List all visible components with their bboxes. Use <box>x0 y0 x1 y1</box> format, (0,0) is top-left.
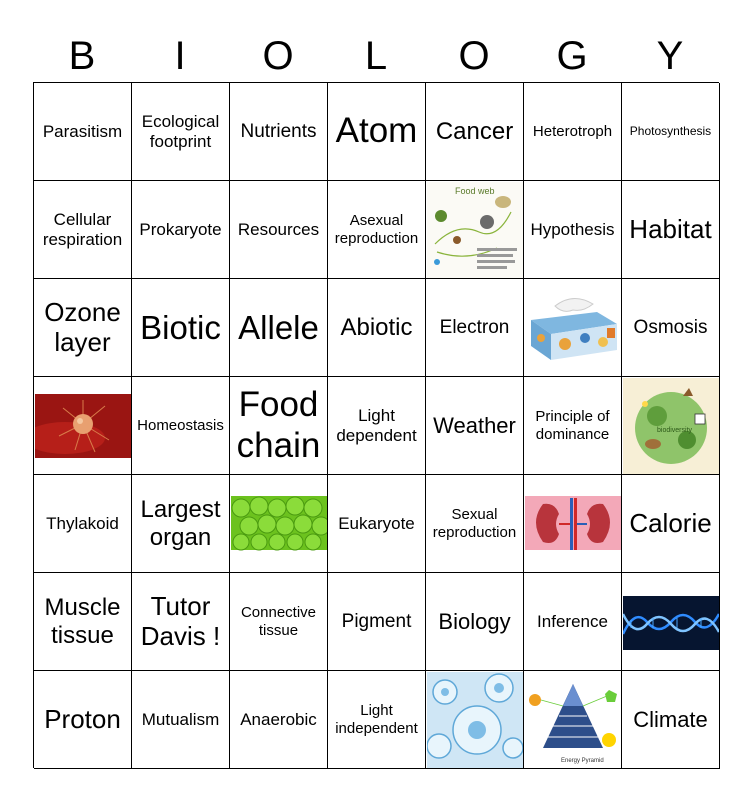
cell-label: Biotic <box>140 308 221 346</box>
bingo-cell-energy-pyramid-image[interactable] <box>524 671 622 769</box>
cell-label: Principle of dominance <box>535 408 610 443</box>
bingo-cell-photosynthesis[interactable] <box>622 83 720 181</box>
bingo-cell-habitat[interactable] <box>622 181 720 279</box>
kidney-image <box>525 476 621 572</box>
bingo-cell-muscle-tissue[interactable] <box>34 573 132 671</box>
plant-cells-image <box>231 476 327 572</box>
header-letter-y: Y <box>656 34 684 78</box>
bingo-cell-cancer[interactable] <box>426 83 524 181</box>
cell-label: Tutor Davis ! <box>140 590 221 651</box>
bingo-header <box>33 30 719 82</box>
bingo-cell-largest-organ[interactable] <box>132 475 230 573</box>
header-letter-o: O <box>262 34 294 78</box>
bingo-cell-biology[interactable] <box>426 573 524 671</box>
bingo-cell-nutrients[interactable] <box>230 83 328 181</box>
biodiversity-image <box>623 378 719 474</box>
cell-label: Mutualism <box>141 709 220 729</box>
bingo-cell-ecological-footprint[interactable] <box>132 83 230 181</box>
bingo-cell-weather[interactable] <box>426 377 524 475</box>
bingo-cell-thylakoid[interactable] <box>34 475 132 573</box>
cell-label: Calorie <box>629 507 712 538</box>
cell-label: Asexual reproduction <box>334 212 419 247</box>
cell-label: Biology <box>438 608 511 634</box>
cell-label: Osmosis <box>633 316 708 338</box>
bingo-cell-abiotic[interactable] <box>328 279 426 377</box>
bingo-cell-principle-of-dominance[interactable] <box>524 377 622 475</box>
cell-label: Cellular respiration <box>42 209 123 249</box>
cell-label: Largest organ <box>140 495 221 551</box>
bingo-cell-parasitism[interactable] <box>34 83 132 181</box>
energy-pyramid-image <box>525 672 621 768</box>
bingo-cell-asexual-reproduction[interactable] <box>328 181 426 279</box>
cell-label: Photosynthesis <box>629 123 712 138</box>
bingo-cell-proton[interactable] <box>34 671 132 769</box>
bingo-cell-pigment[interactable] <box>328 573 426 671</box>
bingo-cell-kidney-image[interactable] <box>524 475 622 573</box>
bingo-cell-atom[interactable] <box>328 83 426 181</box>
bingo-cell-hypothesis[interactable] <box>524 181 622 279</box>
bingo-cell-tissue-box-image[interactable] <box>524 279 622 377</box>
cell-label: Resources <box>237 219 320 239</box>
bingo-cell-light-independent[interactable] <box>328 671 426 769</box>
cell-label: Nutrients <box>240 120 317 142</box>
cell-label: Habitat <box>629 213 712 244</box>
bingo-cell-climate[interactable] <box>622 671 720 769</box>
bingo-cell-resources[interactable] <box>230 181 328 279</box>
bingo-cell-osmosis[interactable] <box>622 279 720 377</box>
bingo-cell-calorie[interactable] <box>622 475 720 573</box>
cell-label: Sexual reproduction <box>432 506 517 541</box>
cell-label: Hypothesis <box>530 219 615 239</box>
cell-label: Anaerobic <box>240 709 317 729</box>
bingo-cell-cancer-cell-image[interactable] <box>34 377 132 475</box>
cell-label: Ozone layer <box>44 296 121 357</box>
bingo-cell-blue-cells-image[interactable] <box>426 671 524 769</box>
cell-label: Inference <box>537 611 608 631</box>
bingo-cell-inference[interactable] <box>524 573 622 671</box>
cell-label: Abiotic <box>340 313 413 341</box>
cell-label: Eukaryote <box>338 513 415 533</box>
cell-label: Heterotroph <box>532 122 613 140</box>
bingo-cell-plant-cells-image[interactable] <box>230 475 328 573</box>
food-web-image <box>427 182 523 278</box>
header-letter-b: B <box>68 34 96 78</box>
bingo-cell-allele[interactable] <box>230 279 328 377</box>
bingo-grid <box>33 82 719 768</box>
cell-label: Food chain <box>236 385 321 465</box>
header-letter-g: G <box>556 34 588 78</box>
bingo-cell-sexual-reproduction[interactable] <box>426 475 524 573</box>
cell-label: Pigment <box>341 610 412 632</box>
bingo-cell-prokaryote[interactable] <box>132 181 230 279</box>
cell-label: Muscle tissue <box>44 593 121 649</box>
cell-label: Parasitism <box>42 121 123 141</box>
bingo-cell-light-dependent[interactable] <box>328 377 426 475</box>
cell-label: Atom <box>335 111 418 151</box>
cell-label: Prokaryote <box>139 219 222 239</box>
cell-label: Proton <box>44 703 121 734</box>
header-letter-i: I <box>174 34 186 78</box>
cell-label: Electron <box>439 316 510 338</box>
bingo-cell-heterotroph[interactable] <box>524 83 622 181</box>
cell-label: Cancer <box>435 117 514 145</box>
cell-label: Weather <box>433 412 516 438</box>
bingo-cell-connective-tissue[interactable] <box>230 573 328 671</box>
cell-label: Climate <box>633 706 708 732</box>
header-letter-o-2: O <box>458 34 490 78</box>
tissue-box-image <box>525 280 621 376</box>
cell-label: Thylakoid <box>46 513 119 533</box>
bingo-cell-anaerobic[interactable] <box>230 671 328 769</box>
bingo-cell-electron[interactable] <box>426 279 524 377</box>
bingo-cell-cellular-respiration[interactable] <box>34 181 132 279</box>
cell-label: Light dependent <box>336 405 417 445</box>
bingo-cell-biotic[interactable] <box>132 279 230 377</box>
food-web-title: Food web <box>454 185 495 196</box>
bingo-cell-biodiversity-image[interactable] <box>622 377 720 475</box>
bingo-cell-homeostasis[interactable] <box>132 377 230 475</box>
blue-cells-image <box>427 672 523 768</box>
cell-label: Allele <box>238 308 319 346</box>
biodiversity-label: biodiversity <box>656 426 692 434</box>
cancer-cell-image <box>35 378 131 474</box>
dna-image <box>623 574 719 670</box>
cell-label: Connective tissue <box>240 604 317 639</box>
bingo-cell-food-chain[interactable] <box>230 377 328 475</box>
bingo-cell-tutor-davis[interactable] <box>132 573 230 671</box>
cell-label: Homeostasis <box>137 416 224 434</box>
bingo-cell-mutualism[interactable] <box>132 671 230 769</box>
cell-label: Ecological footprint <box>141 111 220 151</box>
bingo-cell-eukaryote[interactable] <box>328 475 426 573</box>
bingo-cell-dna-image[interactable] <box>622 573 720 671</box>
header-letter-l: L <box>364 34 388 78</box>
bingo-cell-ozone-layer[interactable] <box>34 279 132 377</box>
cell-label: Light independent <box>335 702 418 737</box>
energy-pyramid-caption: Energy Pyramid <box>560 757 604 764</box>
bingo-cell-food-web-image[interactable] <box>426 181 524 279</box>
